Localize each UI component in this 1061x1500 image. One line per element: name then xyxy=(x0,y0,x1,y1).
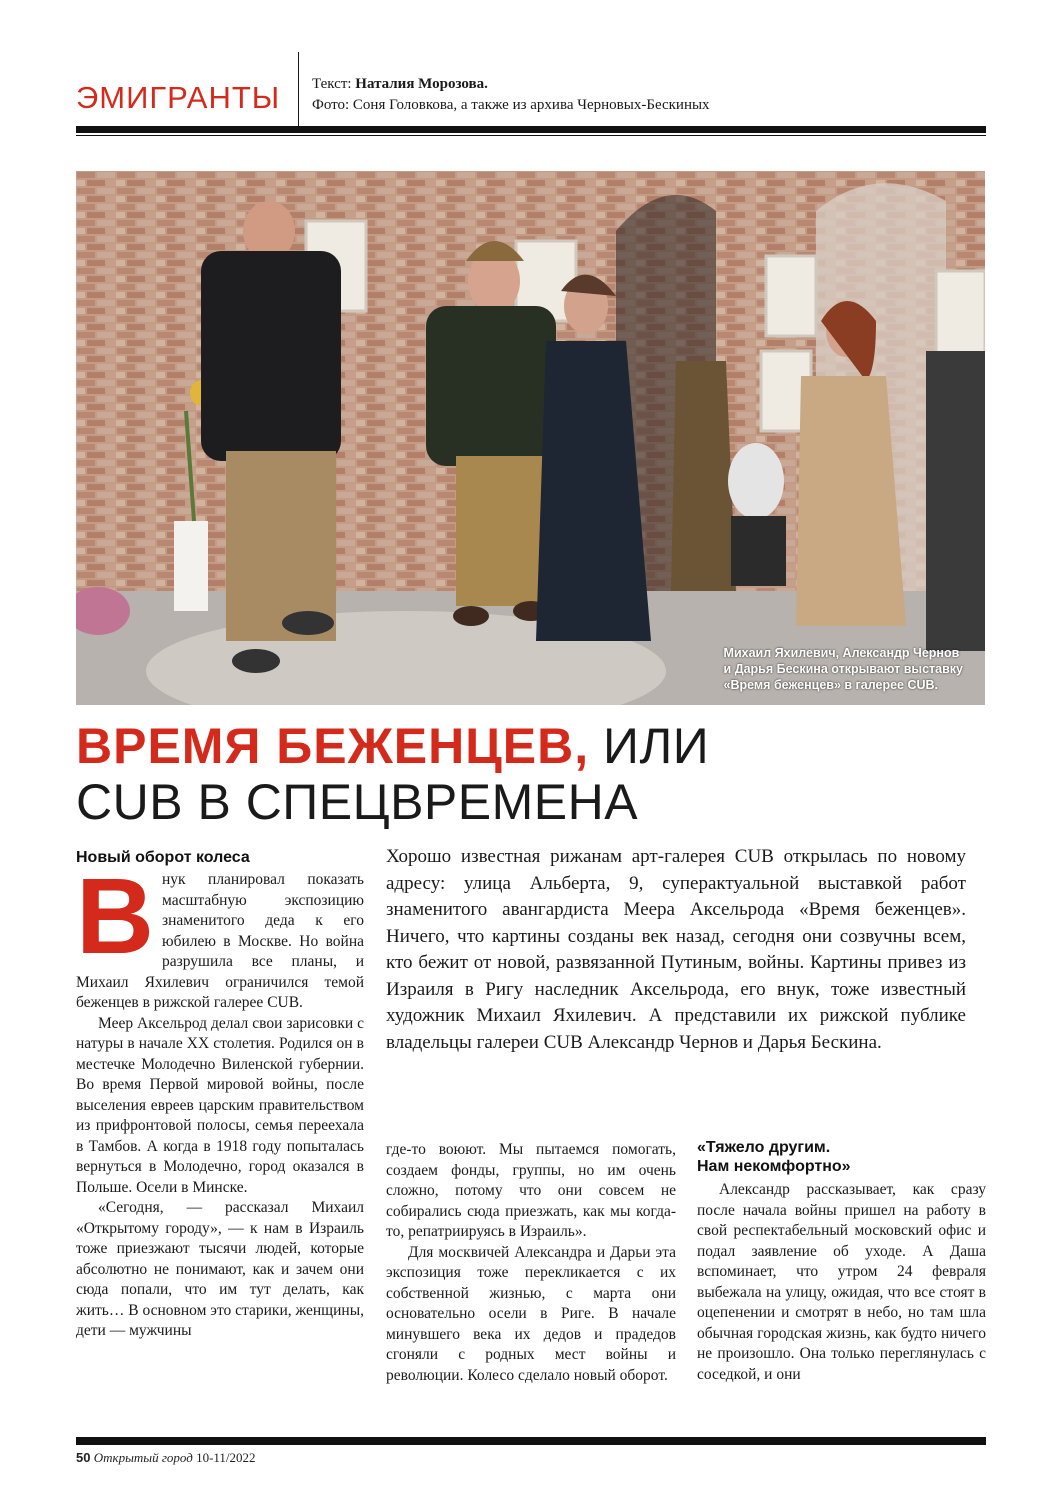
photo-illustration xyxy=(76,171,985,705)
section1-subhead: Новый оборот колеса xyxy=(76,849,250,866)
magazine-name: Открытый город xyxy=(93,1450,193,1465)
header-rule-thin xyxy=(76,135,986,136)
caption-line: «Время беженцев» в галерее CUB. xyxy=(723,678,939,692)
paragraph: где-то воюют. Мы пытаемся помогать, создаем фонды, группы, но им очень сложно, потому что они совсем не собирались сюда приезжать, как мы когда-то, репатриируясь в Израиль». xyxy=(386,1141,676,1240)
headline-or: ИЛИ xyxy=(603,718,710,774)
paragraph: Меер Аксельрод делал свои зарисовки с натуры в начале XX столетия. Родился он в местечке Молодечно Виленской губернии. Во время Первой мировой войны, после выселения евреев царским правительством из прифронтовой полосы, семья переехала в Тамбов. А когда в 1918 году попыталась вернуться в Молодечно, город оказался в Польше. Осели в Минске. xyxy=(76,1014,364,1196)
paragraph-text: нук планировал показать масштабную экспозицию знаменитого деда к его юбилею в Москве. Но война разрушила все планы, и Михаил Яхилевич ограничился темой беженцев в рижской галерее CUB. xyxy=(76,871,364,1011)
section-rubric: ЭМИГРАНТЫ xyxy=(76,80,281,115)
page-number: 50 xyxy=(76,1450,91,1465)
text-column-3 xyxy=(697,1180,986,1385)
dropcap: В xyxy=(76,855,154,976)
section2-subhead xyxy=(697,1138,851,1176)
author-name: Наталия Морозова. xyxy=(355,76,488,92)
paragraph: Александр рассказывает, как сразу после начала войны пришел на работу в свой респектабельный московский офис и подал заявление об уходе. А Даша вспоминает, что утром 24 февраля выбежала на улицу, ожидая, что все стоят в оцепенении и смотрят в небо, но там шла обычная городская жизнь, как будто ничего не произошло. Она только переглянулась с соседкой, и они xyxy=(697,1181,986,1383)
text-column-2 xyxy=(386,1140,676,1386)
header-rule xyxy=(76,126,986,133)
article-credits xyxy=(312,74,710,116)
headline-line2: CUB В СПЕЦВРЕМЕНА xyxy=(76,774,639,830)
caption-line: Михаил Яхилевич, Александр Чернов xyxy=(723,646,960,660)
paragraph: «Сегодня, — рассказал Михаил «Открытому городу», — к нам в Израиль тоже приезжают тысячи людей, которые абсолютно не понимают, как и зачем они сюда попали, что им тут делать, как жить… В основном это старики, женщины, дети — мужчины xyxy=(76,1199,364,1339)
photo-caption xyxy=(724,645,963,693)
gallery-photo xyxy=(76,171,985,705)
page-footer xyxy=(76,1450,256,1466)
subhead-line: «Тяжело другим. xyxy=(697,1139,831,1156)
footer-rule xyxy=(76,1437,986,1445)
headline-red: ВРЕМЯ БЕЖЕНЦЕВ, xyxy=(76,718,590,774)
photo-credit: Фото: Соня Головкова, а также из архива Черновых-Бескиных xyxy=(312,97,710,113)
issue-number: 10-11/2022 xyxy=(196,1450,256,1465)
paragraph: Для москвичей Александра и Дарьи эта экспозиция тоже перекликается с их собственной жизнью, с марта они основательно осели в Риге. В начале минувшего века их дедов и прадедов сгоняли с родных мест войны и революции. Колесо сделало новый оборот. xyxy=(386,1243,676,1384)
subhead-line: Нам некомфортно» xyxy=(697,1158,851,1175)
article-headline xyxy=(76,718,976,830)
text-label: Текст: xyxy=(312,76,352,92)
header-divider xyxy=(298,52,299,126)
lead-paragraph: Хорошо известная рижанам арт-галерея CUB открылась по новому адресу: улица Альберта, 9, суперактуальной выставкой работ знаменитого авангардиста Меера Аксельрода «Время беженцев». Ничего, что картины созданы век назад, сегодня они созвучны всем, кто бежит от новой, развязанной Путиным, войны. Картины привез из Израиля в Ригу наследник Аксельрода, его внук, тоже известный художник Михаил Яхилевич. А представили их рижской публике владельцы галереи CUB Александр Чернов и Дарья Бескина. xyxy=(386,846,966,1053)
caption-line: и Дарья Бескина открывают выставку xyxy=(723,662,963,676)
